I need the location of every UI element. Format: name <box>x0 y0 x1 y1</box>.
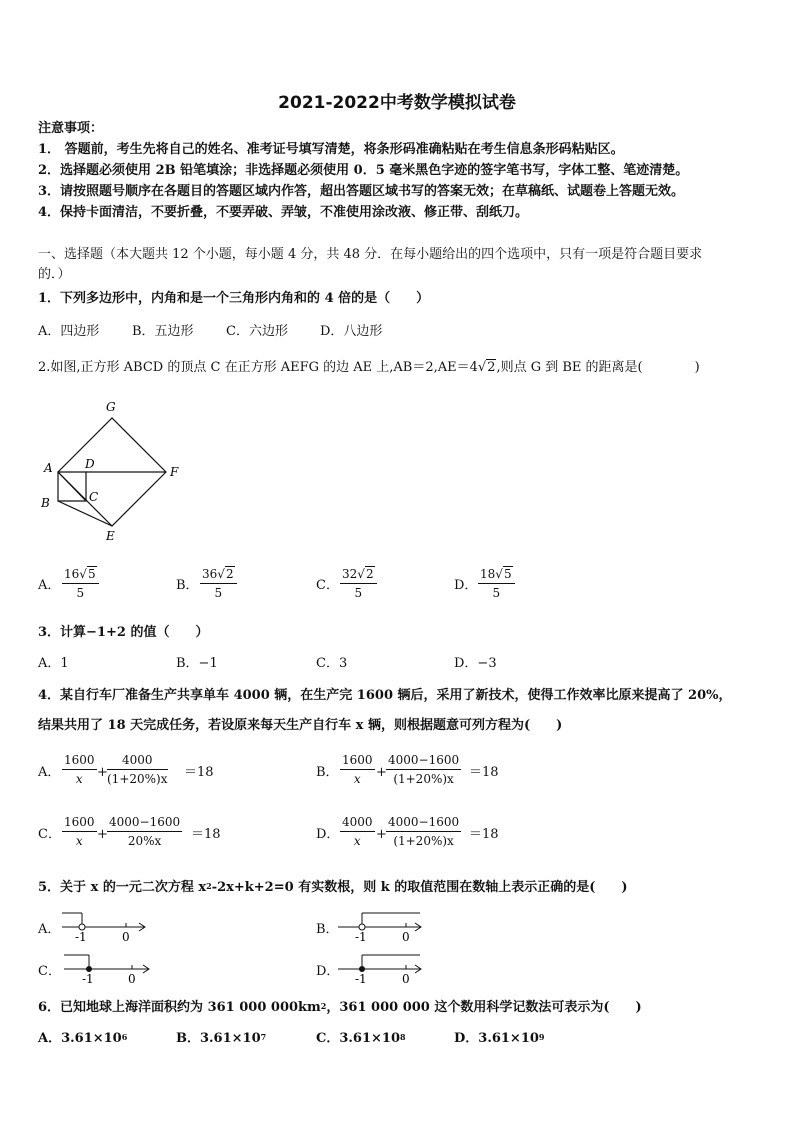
den: x <box>75 772 83 786</box>
tick-label: 0 <box>402 972 410 986</box>
num: 4000−1600 <box>386 814 461 832</box>
q2-option-a-letter: A． <box>38 578 61 593</box>
q5-b-numberline <box>336 910 428 944</box>
notice-item-4: 4．保持卡面清洁，不要折叠，不要弄破、弄皱，不准使用涂改液、修正带、刮纸刀。 <box>38 205 529 220</box>
q2-stem-sqrt: 2 <box>487 360 496 375</box>
den: (1+20%)x <box>393 834 454 848</box>
q5-d-numberline <box>336 952 428 986</box>
q4-d-frac1 <box>340 814 375 849</box>
q4-c-frac2 <box>107 814 182 849</box>
label-f: F <box>170 465 179 479</box>
q4-a-frac1 <box>62 752 97 787</box>
den: 20%x <box>127 834 162 848</box>
coef: 32 <box>342 567 358 581</box>
q4-option-c[interactable] <box>38 826 61 844</box>
q2-option-b[interactable] <box>176 577 199 595</box>
q1-option-c[interactable]: C．六边形 <box>226 324 288 339</box>
q6-stem-sup: 2 <box>320 1001 327 1011</box>
tick-label: 0 <box>122 930 130 944</box>
q2-option-d-letter: D． <box>454 578 478 593</box>
tick-label: -1 <box>355 972 367 986</box>
q4-b-rhs: ＝18 <box>469 765 499 780</box>
letter: D． <box>316 964 340 979</box>
letter: C． <box>38 827 61 842</box>
q1-option-d[interactable]: D．八边形 <box>320 324 383 339</box>
den: (1+20%)x <box>393 772 454 786</box>
notice-heading: 注意事项： <box>38 121 104 136</box>
exp: 8 <box>400 1032 406 1042</box>
q4-d-plus: + <box>376 827 387 842</box>
q4-stem-line1: 4．某自行车厂准备生产共享单车 4000 辆，在生产完 1600 辆后，采用了新技术，使得工作效率比原来提高了 20%， <box>38 688 732 703</box>
q4-d-frac2 <box>386 814 461 849</box>
q4-b-plus: + <box>376 765 387 780</box>
notice-item-2: 2．选择题必须使用 2B 铅笔填涂；非选择题必须使用 0．5 毫米黑色字迹的签字笔书写，字体工整、笔迹清楚。 <box>38 163 689 178</box>
q1-option-a[interactable]: A．四边形 <box>38 324 100 339</box>
q4-option-d[interactable] <box>316 826 339 844</box>
q5-stem-part2: -2x+k+2=0 有实数根，则 k 的取值范围在数轴上表示正确的是( ) <box>211 880 628 895</box>
q4-c-plus: + <box>97 827 108 842</box>
section-heading-line1: 一、选择题（本大题共 12 个小题，每小题 4 分，共 48 分．在每小题给出的四个选项中，只有一项是符合题目要求 <box>38 247 703 262</box>
num: 1600 <box>62 814 97 832</box>
q2-stem: 2.如图,正方形 ABCD 的顶点 C 在正方形 AEFG 的边 AE 上,AB＝2,AE＝4√2,则点 G 到 BE 的距离是( ) <box>38 360 700 375</box>
exp: 9 <box>538 1032 545 1042</box>
num: 4000−1600 <box>386 752 461 770</box>
den: 5 <box>354 586 363 600</box>
q4-stem-line2: 结果共用了 18 天完成任务，若设原来每天生产自行车 x 辆，则根据题意可列方程为( ) <box>38 718 563 733</box>
tick-label: -1 <box>82 972 94 986</box>
q6-stem <box>38 999 642 1017</box>
den: x <box>353 772 361 786</box>
den: 5 <box>214 586 223 600</box>
q5-stem-sup: 2 <box>206 881 212 891</box>
den: 5 <box>76 586 85 600</box>
q4-d-rhs: ＝18 <box>469 827 499 842</box>
q6-option-c[interactable] <box>316 1030 406 1048</box>
tick-label: 0 <box>402 930 410 944</box>
den: x <box>353 834 361 848</box>
coef: 36 <box>202 567 218 581</box>
q2-option-a[interactable] <box>38 577 60 595</box>
q5-stem-part1: 5．关于 x 的一元二次方程 x <box>38 880 207 895</box>
page-title: 2021-2022中考数学模拟试卷 <box>278 93 516 113</box>
num: 4000 <box>107 752 168 770</box>
base: C．3.61×10 <box>316 1031 400 1046</box>
label-g: G <box>106 400 116 414</box>
q4-c-frac1 <box>62 814 97 849</box>
q2-option-b-fraction: $\frac{36√2}{5}$ <box>200 566 237 601</box>
letter: C． <box>38 964 61 979</box>
tick-label: -1 <box>355 930 367 944</box>
q5-option-c[interactable] <box>38 963 61 981</box>
base: A．3.61×10 <box>38 1031 122 1046</box>
notice-item-3: 3．请按照题号顺序在各题目的答题区域内作答，超出答题区域书写的答案无效；在草稿纸、试题卷上答题无效。 <box>38 184 685 199</box>
q4-a-frac2 <box>107 752 168 787</box>
rad: 5 <box>503 567 512 581</box>
q1-stem: 1．下列多边形中，内角和是一个三角形内角和的 4 倍的是（ ） <box>38 291 430 306</box>
label-d: D <box>85 457 95 471</box>
letter: D． <box>316 827 340 842</box>
den: (1+20%)x <box>107 772 168 786</box>
rad: 2 <box>225 567 234 581</box>
q2-geometry-figure <box>36 398 186 548</box>
label-b: B <box>41 496 50 510</box>
coef: 16 <box>64 567 80 581</box>
q6-option-a[interactable] <box>38 1030 127 1048</box>
q2-option-b-letter: B． <box>176 578 199 593</box>
label-a: A <box>44 461 53 475</box>
q2-option-d[interactable] <box>454 577 477 595</box>
num: 4000−1600 <box>107 814 182 832</box>
letter: A． <box>38 765 61 780</box>
q2-option-a-fraction: $\frac{16√5}{5}$ <box>62 566 99 601</box>
q2-option-c-letter: C． <box>316 578 339 593</box>
q2-option-c-fraction: $\frac{32√2}{5}$ <box>340 566 377 601</box>
q6-stem-part1: 6．已知地球上海洋面积约为 361 000 000km <box>38 1000 321 1015</box>
q4-b-frac2 <box>386 752 461 787</box>
q5-option-a[interactable] <box>38 921 60 939</box>
label-c: C <box>89 490 99 504</box>
q3-option-c[interactable]: C．3 <box>316 656 348 671</box>
q2-option-c[interactable] <box>316 577 339 595</box>
tick-label: 0 <box>128 972 136 986</box>
q2-option-d-fraction: $\frac{18√5}{5}$ <box>478 566 515 601</box>
label-e: E <box>106 529 115 543</box>
num: 1600 <box>340 752 375 770</box>
notice-item-1: 1． 答题前，考生先将自己的姓名、准考证号填写清楚，将条形码准确粘贴在考生信息条形码粘贴区。 <box>38 142 624 157</box>
q5-stem <box>38 879 628 897</box>
q4-a-rhs: ＝18 <box>184 765 214 780</box>
q3-stem: 3．计算−1+2 的值（ ） <box>38 625 209 640</box>
base: D．3.61×10 <box>454 1031 539 1046</box>
q1-option-b[interactable]: B．五边形 <box>132 324 194 339</box>
num: 1600 <box>62 752 97 770</box>
base: B．3.61×10 <box>176 1031 261 1046</box>
q3-option-a[interactable]: A．1 <box>38 656 69 671</box>
den: 5 <box>492 586 501 600</box>
num: 4000 <box>340 814 375 832</box>
q6-stem-part2: ，361 000 000 这个数用科学记数法可表示为( ) <box>326 1000 642 1015</box>
q2-stem-part1: 2.如图,正方形 ABCD 的顶点 C 在正方形 AEFG 的边 AE 上,AB＝2,AE＝4 <box>38 360 478 375</box>
tick-label: -1 <box>75 930 87 944</box>
exp: 6 <box>121 1032 128 1042</box>
q4-option-a[interactable] <box>38 764 60 782</box>
q6-option-d[interactable] <box>454 1030 545 1048</box>
letter: B． <box>316 765 339 780</box>
exp: 7 <box>260 1032 267 1042</box>
letter: B． <box>316 922 339 937</box>
rad: 5 <box>87 567 96 581</box>
q4-a-plus: + <box>97 765 108 780</box>
q3-option-b[interactable]: B．−1 <box>176 656 218 671</box>
letter: A． <box>38 922 61 937</box>
q2-stem-part2: ,则点 G 到 BE 的距离是( ) <box>496 360 700 375</box>
coef: 18 <box>480 567 496 581</box>
q4-option-b[interactable] <box>316 764 339 782</box>
q4-c-rhs: ＝18 <box>191 827 221 842</box>
q3-option-d[interactable]: D．−3 <box>454 656 497 671</box>
q4-b-frac1 <box>340 752 375 787</box>
section-heading-line2: 的．） <box>38 267 71 282</box>
q5-c-numberline <box>62 952 154 986</box>
q6-option-b[interactable] <box>176 1030 266 1048</box>
den: x <box>75 834 83 848</box>
rad: 2 <box>365 567 374 581</box>
q5-a-numberline <box>60 910 152 944</box>
